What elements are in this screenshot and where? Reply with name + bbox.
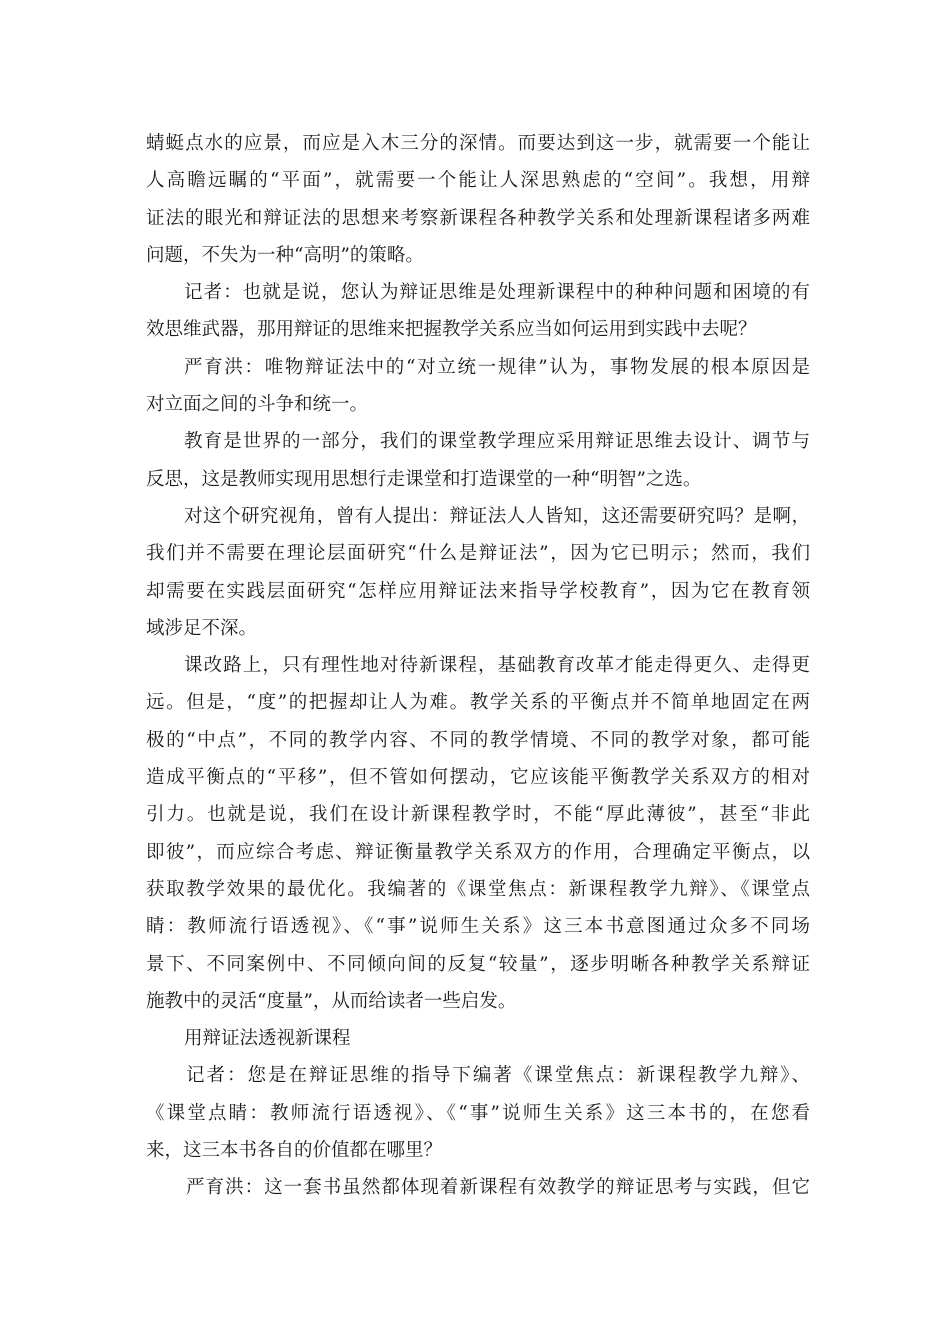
text-line: 来，这三本书各自的价值都在哪里？: [146, 1140, 443, 1162]
text-line: 效思维武器，那用辩证的思维来把握教学关系应当如何运用到实践中去呢？: [146, 319, 757, 341]
text-line: 域涉足不深。: [146, 617, 258, 639]
section-heading: 用辩证法透视新课程: [184, 1028, 351, 1050]
text-line: 记者：您是在辩证思维的指导下编著《课堂焦点：新课程教学九辩》、: [186, 1065, 810, 1087]
text-line: 造成平衡点的“平移”，但不管如何摆动，它应该能平衡教学关系双方的相对: [146, 767, 810, 789]
text-line: 蜻蜓点水的应景，而应是入木三分的深情。而要达到这一步，就需要一个能让: [146, 133, 810, 154]
text-line: 《课堂点睛：教师流行语透视》、《“事”说师生关系》这三本书的，在您看: [146, 1102, 810, 1124]
text-line: 人高瞻远瞩的“平面”，就需要一个能让人深思熟虑的“空间”。我想，用辩: [146, 170, 810, 192]
body-text: [146, 125, 810, 1207]
text-line: 远。但是，“度”的把握却让人为难。教学关系的平衡点并不简单地固定在两: [146, 692, 810, 714]
text-line: 引力。也就是说，我们在设计新课程教学时，不能“厚此薄彼”，甚至“非此: [146, 804, 810, 826]
text-line: 我们并不需要在理论层面研究“什么是辩证法”，因为它已明示；然而，我们: [146, 543, 810, 565]
text-line: 却需要在实践层面研究“怎样应用辩证法来指导学校教育”，因为它在教育领: [146, 580, 810, 602]
text-line: 证法的眼光和辩证法的思想来考察新课程各种教学关系和处理新课程诸多两难: [146, 207, 810, 229]
text-line: 极的“中点”，不同的教学内容、不同的教学情境、不同的教学对象，都可能: [146, 729, 810, 751]
text-line: 问题，不失为一种“高明”的策略。: [146, 244, 424, 266]
text-line: 严育洪：这一套书虽然都体现着新课程有效教学的辩证思考与实践，但它: [186, 1177, 810, 1199]
text-line: 获取教学效果的最优化。我编著的《课堂焦点：新课程教学九辩》、《课堂点: [146, 878, 810, 900]
text-line: 严育洪：唯物辩证法中的“对立统一规律”认为，事物发展的根本原因是: [184, 356, 810, 378]
text-line: 对立面之间的斗争和统一。: [146, 394, 369, 416]
text-line: 景下、不同案例中、不同倾向间的反复“较量”，逐步明晰各种教学关系辩证: [146, 953, 810, 975]
text-line: 记者：也就是说，您认为辩证思维是处理新课程中的种种问题和困境的有: [184, 282, 810, 304]
text-line: 施教中的灵活“度量”，从而给读者一些启发。: [146, 990, 517, 1012]
text-line: 睛：教师流行语透视》、《“事”说师生关系》这三本书意图通过众多不同场: [146, 916, 810, 938]
text-line: 反思，这是教师实现用思想行走课堂和打造课堂的一种“明智”之选。: [146, 468, 702, 490]
text-line: 对这个研究视角，曾有人提出：辩证法人人皆知，这还需要研究吗？是啊，: [184, 505, 810, 527]
text-line: 课改路上，只有理性地对待新课程，基础教育改革才能走得更久、走得更: [184, 655, 810, 677]
text-line: 即彼”，而应综合考虑、辩证衡量教学关系双方的作用，合理确定平衡点，以: [146, 841, 810, 863]
text-line: 教育是世界的一部分，我们的课堂教学理应采用辩证思维去设计、调节与: [184, 431, 810, 453]
